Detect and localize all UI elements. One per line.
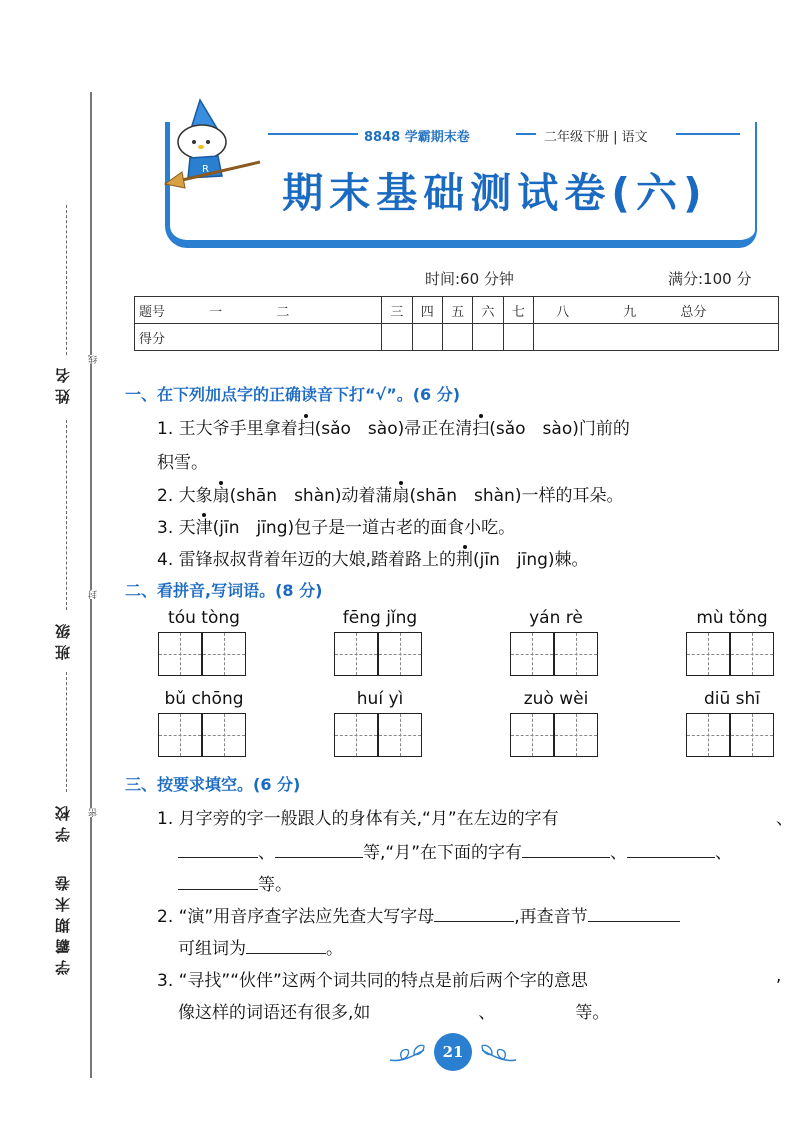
tianzige-box[interactable]: [510, 632, 554, 676]
margin-dashed-line: [66, 205, 67, 355]
score-cell: [412, 324, 442, 351]
page-number: 21: [434, 1033, 472, 1071]
s3-question-3: [157, 966, 588, 991]
score-cell: [473, 324, 503, 351]
s3-q3-text-c: 像这样的词语还有很多,如: [178, 1003, 371, 1023]
score-table-header-group: [135, 297, 382, 324]
answer-blank[interactable]: [275, 841, 363, 858]
s3-question-2-row2: [178, 934, 343, 959]
tianzige-box[interactable]: [378, 713, 422, 757]
q4-text-a: 4. 雷锋叔叔背着年迈的大娘,踏着路上的: [157, 550, 457, 570]
tianzige-box[interactable]: [686, 632, 730, 676]
tianzige-box[interactable]: [730, 632, 774, 676]
cell-total: 总分: [680, 304, 707, 320]
pinyin-label: diū shī: [703, 689, 761, 709]
s3-q3-text-a: 3. “寻找”“伙伴”这两个词共同的特点是前后两个字的意思: [157, 971, 588, 991]
tianzige-box[interactable]: [158, 632, 202, 676]
score-table-header-group-right: [534, 297, 779, 324]
q2-text-d: (shān shàn)一样的耳朵。: [409, 486, 624, 506]
sprout-right-icon: [478, 1040, 518, 1066]
sprout-left-icon: [388, 1040, 428, 1066]
full-score: 满分:100 分: [668, 270, 752, 288]
tianzige-box[interactable]: [158, 713, 202, 757]
score-cell: [503, 324, 533, 351]
page-title: 期末基础测试卷(六): [282, 169, 708, 217]
dotted-char: 荆: [456, 550, 474, 570]
tianzige-box[interactable]: [202, 632, 246, 676]
tianzige-box[interactable]: [686, 713, 730, 757]
cell-tihao: 题号: [139, 304, 166, 320]
pinyin-label: yán rè: [529, 608, 583, 628]
q1-text-b: (sǎo sào)帚正在清: [314, 419, 473, 439]
cell-seven: 七: [503, 297, 533, 324]
pinyin-label: zuò wèi: [523, 689, 589, 709]
q3-text-a: 3. 天: [157, 518, 196, 538]
s3-question-1-row2: [178, 838, 732, 863]
margin-dashed-line: [66, 420, 67, 610]
s3-q2-text-a: 2. “演”用音序查字法应先查大写字母: [157, 907, 435, 927]
cell-defen: 得分: [135, 324, 382, 351]
s3-q1-text-f: 等。: [258, 875, 292, 895]
answer-blank[interactable]: [246, 937, 326, 954]
s3-q1-sep: 、: [776, 809, 793, 829]
mascot-illustration: [160, 92, 270, 202]
score-cell: [442, 324, 472, 351]
s1-question-1: [157, 414, 630, 439]
answer-blank[interactable]: [588, 905, 680, 922]
pinyin-label: bǔ chōng: [164, 689, 244, 709]
pinyin-label: fēng jǐng: [342, 608, 418, 628]
s1-question-3: [157, 513, 515, 538]
tianzige-box[interactable]: [730, 713, 774, 757]
tianzige-box[interactable]: [510, 713, 554, 757]
margin-line: [90, 92, 92, 1078]
answer-blank[interactable]: [627, 841, 715, 858]
section-2-title: 二、看拼音,写词语。(8 分): [125, 581, 323, 600]
score-cell: [382, 324, 412, 351]
q2-text-a: 2. 大象: [157, 486, 213, 506]
section-3-title: 三、按要求填空。(6 分): [125, 775, 301, 794]
score-table-header-row: [135, 297, 779, 324]
cell-two: 二: [276, 304, 290, 320]
answer-blank[interactable]: [522, 841, 610, 858]
pinyin-label: huí yì: [356, 689, 404, 709]
s3-q1-text-e: 、: [715, 843, 733, 863]
s3-question-1: [157, 804, 559, 829]
s3-q1-text-a: 1. 月字旁的字一般跟人的身体有关,“月”在左边的字有: [157, 809, 559, 829]
tianzige-box[interactable]: [554, 713, 598, 757]
margin-label-school: 学校: [54, 800, 72, 842]
dotted-char: 津: [195, 518, 213, 538]
tianzige-box[interactable]: [334, 632, 378, 676]
dotted-char: 扇: [392, 486, 410, 506]
brand-rule-mid: [516, 133, 536, 135]
section-1-title: 一、在下列加点字的正确读音下打“√”。(6 分): [125, 385, 461, 404]
dotted-char: 扇: [212, 486, 230, 506]
cell-five: 五: [442, 297, 472, 324]
s3-q3-text-d: 、: [478, 1003, 496, 1023]
s3-q2-text-b: ,再查音节: [514, 907, 588, 927]
answer-blank[interactable]: [434, 905, 514, 922]
s3-q2-text-c: 可组词为: [178, 939, 246, 959]
tianzige-box[interactable]: [378, 632, 422, 676]
time-limit: 时间:60 分钟: [425, 270, 514, 288]
cell-one: 一: [209, 304, 223, 320]
margin-dashed-line: [66, 672, 67, 792]
margin-label-class: 班级: [54, 618, 72, 660]
pinyin-label: mù tǒng: [696, 608, 768, 628]
margin-label-name: 姓名: [54, 362, 72, 404]
cell-eight: 八: [556, 304, 570, 320]
cell-three: 三: [382, 297, 412, 324]
grade-label: 二年级下册 | 语文: [544, 130, 648, 145]
dotted-char: 扫: [297, 419, 315, 439]
s3-q1-text-b: 、: [258, 843, 275, 863]
q2-text-b: (shān shàn)动着蒲: [229, 486, 393, 506]
tianzige-box[interactable]: [334, 713, 378, 757]
q3-text-b: (jīn jīng)包子是一道古老的面食小吃。: [212, 518, 516, 538]
s1-question-4: [157, 545, 589, 570]
s3-q1-text-c: 等,“月”在下面的字有: [363, 843, 523, 863]
brand-rule-right: [676, 133, 740, 135]
brand-row: [268, 126, 748, 145]
dotted-char: 扫: [472, 419, 490, 439]
s1-question-2: [157, 481, 623, 506]
s1-question-1-cont: 积雪。: [157, 453, 208, 473]
brand-label: 8848 学霸期末卷: [364, 130, 470, 145]
score-table-score-row: [135, 324, 779, 351]
q1-text-d: (sǎo sào)门前的: [489, 419, 630, 439]
margin-mark-secret: 密: [89, 808, 99, 817]
cell-nine: 九: [623, 304, 637, 320]
score-cell: [534, 324, 779, 351]
q4-text-b: (jīn jīng)棘。: [473, 550, 589, 570]
s3-question-1-row3: [178, 870, 292, 895]
s3-q1-text-d: 、: [610, 843, 628, 863]
tianzige-box[interactable]: [202, 713, 246, 757]
margin-mark-seal: 封: [89, 590, 99, 599]
margin-label-brand: 学霸期末卷: [54, 870, 72, 975]
svg-text:R: R: [202, 164, 209, 175]
cell-four: 四: [412, 297, 442, 324]
s3-q3-comma: ,: [776, 966, 782, 986]
s3-question-2: [157, 902, 680, 927]
answer-blank[interactable]: [178, 841, 258, 858]
q1-text-a: 1. 王大爷手里拿着: [157, 419, 298, 439]
margin-mark-line: 线: [89, 355, 99, 364]
brand-rule-left: [268, 133, 358, 135]
score-table: [134, 296, 779, 351]
s3-q2-text-d: 。: [326, 939, 343, 959]
pinyin-label: tóu tòng: [168, 608, 240, 628]
tianzige-box[interactable]: [554, 632, 598, 676]
answer-blank[interactable]: [178, 873, 258, 890]
s3-question-3-row2: [178, 998, 609, 1023]
cell-six: 六: [473, 297, 503, 324]
s3-q3-text-e: 等。: [575, 1003, 610, 1023]
